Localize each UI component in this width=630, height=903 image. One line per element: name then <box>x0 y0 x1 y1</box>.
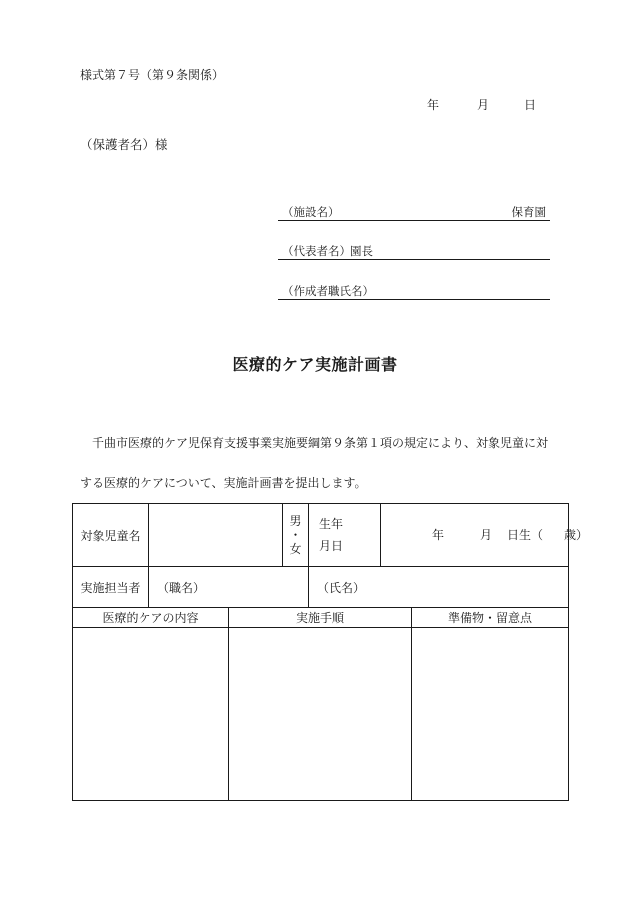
birth-label-line-1: 生年 <box>319 517 344 531</box>
notes-cell[interactable] <box>412 628 569 801</box>
staff-name-cell[interactable]: （氏名） <box>309 567 569 608</box>
birth-date-cell[interactable] <box>381 504 589 567</box>
date-day: 日 <box>524 98 537 112</box>
staff-position-cell[interactable]: （職名） <box>149 567 309 608</box>
guardian-name: （保護者名）様 <box>80 137 168 152</box>
author-field <box>278 283 550 300</box>
date-year: 年 <box>427 98 440 112</box>
col-notes-header: 準備物・留意点 <box>412 608 569 628</box>
representative-title: 園長 <box>350 244 373 258</box>
author-label: （作成者職氏名） <box>282 284 374 298</box>
staff-row <box>73 567 569 608</box>
birth-age: 歳） <box>564 528 589 542</box>
col-care-header: 医療的ケアの内容 <box>73 608 229 628</box>
procedure-cell[interactable] <box>229 628 412 801</box>
care-content-cell[interactable] <box>73 628 229 801</box>
column-header-row <box>73 608 569 628</box>
staff-label: 実施担当者 <box>73 567 149 608</box>
gender-dot: ・ <box>289 528 302 542</box>
plan-content-row <box>73 628 569 801</box>
child-row <box>73 504 569 567</box>
col-procedure-header: 実施手順 <box>229 608 412 628</box>
representative-label: （代表者名） <box>282 244 351 258</box>
birth-year: 年 <box>432 528 445 542</box>
child-name-cell[interactable] <box>149 504 283 567</box>
gender-male: 男 <box>289 514 302 528</box>
birth-month: 月 <box>480 528 493 542</box>
representative-field <box>278 243 550 260</box>
body-text-line-2: する医療的ケアについて、実施計画書を提出します。 <box>80 476 367 490</box>
child-name-label: 対象児童名 <box>73 504 149 567</box>
gender-female: 女 <box>289 542 302 556</box>
date-month: 月 <box>477 98 490 112</box>
body-text-line-1: 千曲市医療的ケア児保育支援事業実施要綱第９条第１項の規定により、対象児童に対 <box>92 436 549 450</box>
facility-suffix: 保育園 <box>511 205 546 219</box>
facility-label: （施設名） <box>282 205 340 219</box>
care-plan-table <box>72 503 589 801</box>
document-title: 医療的ケア実施計画書 <box>232 355 398 374</box>
birth-day: 日生（ <box>507 528 544 542</box>
gender-cell[interactable] <box>283 504 309 567</box>
birth-label-line-2: 月日 <box>319 539 344 553</box>
form-number: 様式第７号（第９条関係） <box>80 68 225 82</box>
birth-date-label <box>309 504 381 567</box>
facility-field <box>278 204 550 221</box>
